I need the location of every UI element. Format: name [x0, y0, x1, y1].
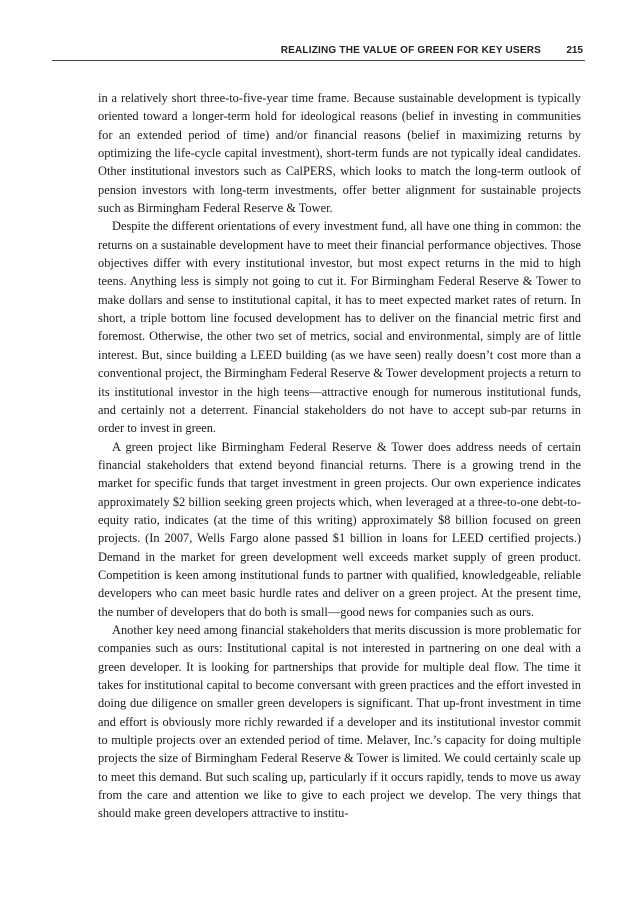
- running-title: REALIZING THE VALUE OF GREEN FOR KEY USERS: [280, 45, 541, 56]
- page-number: 215: [566, 45, 583, 56]
- running-header: [52, 44, 585, 61]
- body-text: [98, 89, 581, 823]
- paragraph-green-funds: A green project like Birmingham Federal Reserve & Tower does address needs of certain financial stakeholders that extend beyond financial returns. There is a growing trend in the market for specific funds that target investment in green projects. Our own experience indicates approximately $2 billion seeking green projects which, when leveraged at a three-to-one debt-to-equity ratio, indicates (at the time of this writing) approximately $8 billion focused on green projects. (In 2007, Wells Fargo alone passed $1 billion in loans for LEED certified projects.) Demand in the market for green development well exceeds market supply of green product. Competition is keen among institutional funds to partner with qualified, knowledgeable, reliable developers who can meet basic hurdle rates and deliver on a green project. At the present time, the number of developers that do both is small—good news for companies such as ours.: [98, 439, 581, 619]
- paragraph-financial-performance: Despite the different orientations of every investment fund, all have one thing in common: the returns on a sustainable development have to meet their financial performance objectives. Those objectives differ with every institutional investor, but most expect returns in the mid to high teens. Anything less is simply not going to cut it. For Birmingham Federal Reserve & Tower to make dollars and sense to institutional capital, it has to meet expected market rates of return. In short, a triple bottom line focused development has to deliver on the financial metric first and foremost. Otherwise, the other two set of metrics, social and environmental, simply are of little interest. But, since building a LEED building (as we have seen) really doesn’t cost more than a conventional project, the Birmingham Federal Reserve & Tower development projects a return to its institutional investor in the high teens—attractive enough for numerous institutional funds, and certainly not a deterrent. Financial stakeholders do not have to accept sub-par returns in order to invest in green.: [98, 219, 581, 436]
- paragraph-continued: in a relatively short three-to-five-year time frame. Because sustainable development is typically oriented toward a longer-term hold for ideological reasons (belief in investing in communities for an extended period of time) and/or financial reasons (belief in maximizing returns by optimizing the life-cycle capital investment), short-term funds are not typically ideal candidates. Other institutional investors such as CalPERS, which looks to match the long-term outlook of pension investors with long-term investments, offer better alignment for sustainable projects such as Birmingham Federal Reserve & Tower.: [98, 91, 581, 216]
- paragraph-multiple-deal-flow: Another key need among financial stakeholders that merits discussion is more problematic for companies such as ours: Institutional capital is not interested in partnering on one deal with a green developer. It is looking for partnerships that provide for multiple deal flow. The time it takes for institutional capital to become conversant with green practices and the effort invested in doing due diligence on smaller green developers is significant. That up-front investment in time and effort is obviously more richly rewarded if a developer and its institutional investor commit to multiple projects over an extended period of time. Melaver, Inc.’s capacity for doing multiple projects the size of Birmingham Federal Reserve & Tower is limited. We could certainly scale up to meet this demand. But such scaling up, particularly if it occurs rapidly, tends to move us away from the care and attention we like to give to each project we develop. The very things that should make green developers attractive to institu-: [98, 622, 581, 821]
